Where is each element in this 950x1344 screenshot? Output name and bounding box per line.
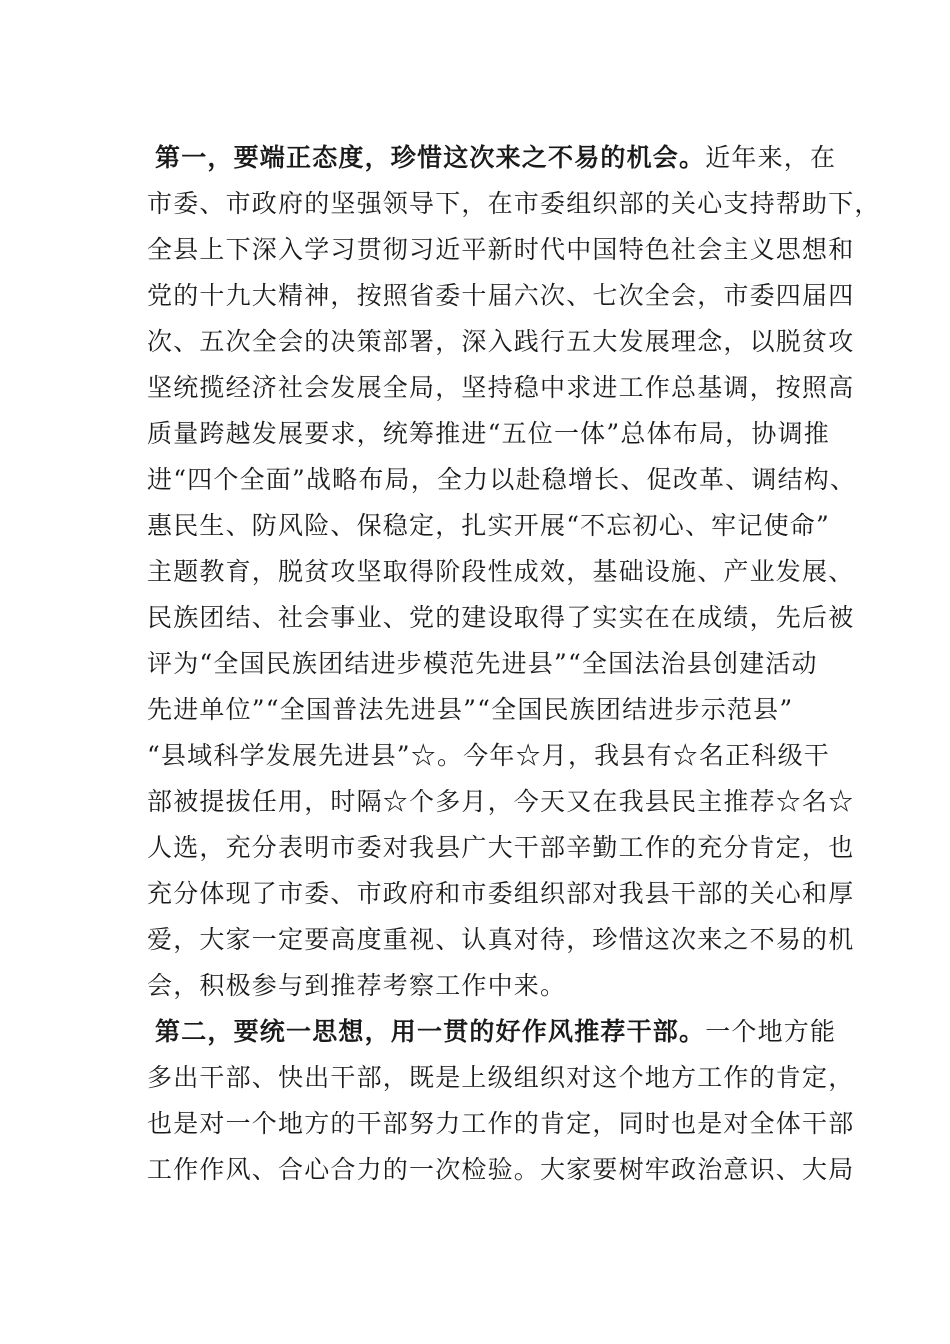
text-line: 惠民生、防风险、保稳定，扎实开展“不忘初心、牢记使命” xyxy=(147,511,830,540)
paragraph-1-heading: 第一，要端正态度，珍惜这次来之不易的机会。 xyxy=(155,143,706,172)
text-line: 次、五次全会的决策部署，深入践行五大发展理念，以脱贫攻 xyxy=(147,327,855,356)
paragraph-2-heading: 第二，要统一思想，用一贯的好作风推荐干部。 xyxy=(155,1017,706,1046)
text-line: “县域科学发展先进县”☆。今年☆月，我县有☆名正科级干 xyxy=(147,741,830,770)
text-line: 坚统揽经济社会发展全局，坚持稳中求进工作总基调，按照高 xyxy=(147,373,855,402)
text-line: 部被提拔任用，时隔☆个多月，今天又在我县民主推荐☆名☆ xyxy=(147,787,855,816)
text-line: 也是对一个地方的干部努力工作的肯定，同时也是对全体干部 xyxy=(147,1109,855,1138)
text-line: 人选，充分表明市委对我县广大干部辛勤工作的充分肯定，也 xyxy=(147,833,855,862)
text-line: 一个地方能 xyxy=(705,1017,837,1046)
paragraph-1 xyxy=(147,135,881,1009)
text-line: 进“四个全面”战略布局，全力以赴稳增长、促改革、调结构、 xyxy=(147,465,857,494)
text-line: 工作作风、合心合力的一次检验。大家要树牢政治意识、大局 xyxy=(147,1155,855,1184)
document-body xyxy=(147,135,881,1193)
text-line: 全县上下深入学习贯彻习近平新时代中国特色社会主义思想和 xyxy=(147,235,855,264)
paragraph-1-first-line xyxy=(147,135,847,181)
text-line: 市委、市政府的坚强领导下，在市委组织部的关心支持帮助下， xyxy=(147,189,881,218)
paragraph-2-first-line xyxy=(147,1009,847,1055)
text-line: 爱，大家一定要高度重视、认真对待，珍惜这次来之不易的机 xyxy=(147,925,855,954)
text-line: 近年来，在 xyxy=(705,143,837,172)
text-line: 党的十九大精神，按照省委十届六次、七次全会，市委四届四 xyxy=(147,281,855,310)
text-line: 民族团结、社会事业、党的建设取得了实实在在成绩，先后被 xyxy=(147,603,855,632)
text-line: 先进单位”“全国普法先进县”“全国民族团结进步示范县” xyxy=(147,695,794,724)
text-line: 评为“全国民族团结进步模范先进县”“全国法治县创建活动 xyxy=(147,649,818,678)
paragraph-2 xyxy=(147,1009,855,1193)
text-line: 多出干部、快出干部，既是上级组织对这个地方工作的肯定， xyxy=(147,1063,855,1092)
text-line: 会，积极参与到推荐考察工作中来。 xyxy=(147,971,567,1000)
text-line: 质量跨越发展要求，统筹推进“五位一体”总体布局，协调推 xyxy=(147,419,830,448)
text-line: 充分体现了市委、市政府和市委组织部对我县干部的关心和厚 xyxy=(147,879,855,908)
text-line: 主题教育，脱贫攻坚取得阶段性成效，基础设施、产业发展、 xyxy=(147,557,855,586)
